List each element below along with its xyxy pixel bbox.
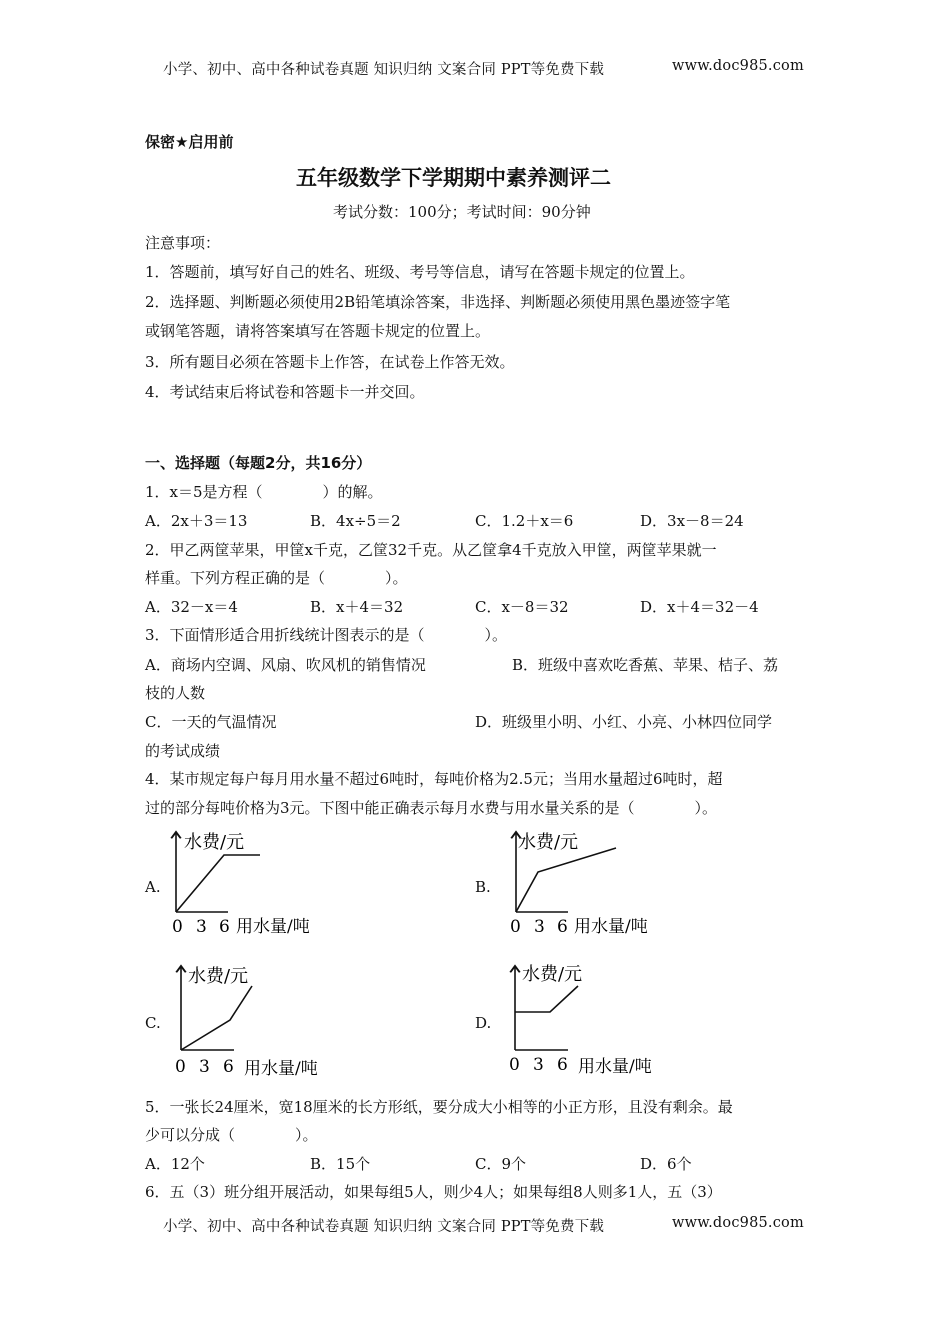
graph-a-tick-0: 0 (172, 917, 183, 937)
question-1-stem: 1．x＝5是方程（ ）的解。 (145, 483, 383, 501)
question-4-stem: 4．某市规定每户每月用水量不超过6吨时，每吨价格为2.5元；当用水量超过6吨时，超 (145, 770, 723, 788)
graph-d-ylabel: 水费/元 (522, 964, 583, 985)
q5-option-a: A．12个 (145, 1155, 205, 1173)
graph-b-tick-6: 6 (557, 917, 568, 937)
question-6-stem: 6．五（3）班分组开展活动，如果每组5人，则少4人；如果每组8人则多1人，五（3） (145, 1183, 722, 1201)
q4-option-b-label: B. (475, 878, 491, 896)
question-3-stem: 3．下面情形适合用折线统计图表示的是（ ）。 (145, 626, 508, 644)
graph-b (508, 826, 678, 944)
question-4-stem-cont: 过的部分每吨价格为3元。下图中能正确表示每月水费与用水量关系的是（ ）。 (145, 799, 718, 817)
footer-banner (163, 1215, 604, 1236)
header-banner (163, 58, 604, 79)
notice-item: 或钢笔答题，请将答案填写在答题卡规定的位置上。 (145, 322, 491, 340)
question-2-stem: 2．甲乙两筐苹果，甲筐x千克，乙筐32千克。从乙筐拿4千克放入甲筐，两筐苹果就一 (145, 541, 717, 559)
footer-url[interactable]: www.doc985.com (672, 1215, 804, 1231)
q5-option-c: C．9个 (475, 1155, 527, 1173)
exam-info: 考试分数：100分；考试时间：90分钟 (333, 203, 591, 221)
graph-b-line (516, 848, 616, 912)
q2-option-c: C．x－8＝32 (475, 598, 569, 616)
graph-b-tick-3: 3 (534, 917, 545, 937)
graph-c (172, 960, 352, 1082)
notice-item: 4．考试结束后将试卷和答题卡一并交回。 (145, 383, 425, 401)
section-heading: 一、选择题（每题2分，共16分） (145, 454, 372, 472)
notice-item: 1．答题前，填写好自己的姓名、班级、考号等信息，请写在答题卡规定的位置上。 (145, 263, 695, 281)
graph-c-ylabel: 水费/元 (188, 966, 249, 987)
graph-d-xlabel: 用水量/吨 (578, 1057, 652, 1077)
q5-option-d: D．6个 (640, 1155, 692, 1173)
q3-option-d: D．班级里小明、小红、小亮、小林四位同学 (475, 713, 773, 731)
graph-c-tick-3: 3 (199, 1057, 210, 1077)
question-5-stem-cont: 少可以分成（ ）。 (145, 1126, 318, 1144)
notice-item: 3．所有题目必须在答题卡上作答，在试卷上作答无效。 (145, 353, 515, 371)
graph-b-xlabel: 用水量/吨 (574, 917, 648, 937)
graph-a-tick-6: 6 (219, 917, 230, 937)
notice-heading: 注意事项： (145, 234, 221, 252)
q4-option-c-label: C. (145, 1014, 161, 1032)
graph-c-tick-0: 0 (175, 1057, 186, 1077)
question-5-stem: 5．一张长24厘米，宽18厘米的长方形纸，要分成大小相等的小正方形，且没有剩余。最 (145, 1098, 733, 1116)
graph-a (168, 826, 338, 944)
q1-option-c: C．1.2＋x＝6 (475, 512, 574, 530)
q3-option-d-cont: 的考试成绩 (145, 742, 221, 760)
q2-option-a: A．32－x＝4 (145, 598, 238, 616)
q5-option-b: B．15个 (310, 1155, 371, 1173)
graph-c-tick-6: 6 (223, 1057, 234, 1077)
graph-d-tick-3: 3 (533, 1055, 544, 1075)
q1-option-b: B．4x÷5＝2 (310, 512, 401, 530)
graph-b-tick-0: 0 (510, 917, 521, 937)
banner-text: 小学、初中、高中各种试卷真题 知识归纳 文案合同 PPT等免费下载 (163, 62, 605, 78)
graph-c-xlabel: 用水量/吨 (244, 1059, 318, 1079)
header-url[interactable]: www.doc985.com (672, 58, 804, 74)
graph-a-ylabel: 水费/元 (184, 832, 245, 853)
q1-option-a: A．2x＋3＝13 (145, 512, 248, 530)
graph-d (506, 960, 686, 1082)
page-title: 五年级数学下学期期中素养测评二 (296, 166, 611, 190)
graph-a-xlabel: 用水量/吨 (236, 917, 310, 937)
q2-option-b: B．x＋4＝32 (310, 598, 404, 616)
q4-option-a-label: A. (145, 878, 161, 896)
graph-d-tick-6: 6 (557, 1055, 568, 1075)
q4-option-d-label: D. (475, 1014, 492, 1032)
graph-a-tick-3: 3 (196, 917, 207, 937)
graph-c-line (181, 986, 252, 1050)
q3-option-a: A．商场内空调、风扇、吹风机的销售情况 (145, 656, 426, 674)
q3-option-b-cont: 枝的人数 (145, 684, 206, 702)
footer-banner-text: 小学、初中、高中各种试卷真题 知识归纳 文案合同 PPT等免费下载 (163, 1219, 605, 1235)
graph-d-line (515, 986, 578, 1012)
q1-option-d: D．3x－8＝24 (640, 512, 744, 530)
q2-option-d: D．x＋4＝32－4 (640, 598, 759, 616)
graph-b-ylabel: 水费/元 (518, 832, 579, 853)
confidential-label: 保密★启用前 (145, 133, 234, 151)
graph-d-tick-0: 0 (509, 1055, 520, 1075)
graph-a-line (176, 855, 260, 912)
q3-option-b: B．班级中喜欢吃香蕉、苹果、桔子、荔 (512, 656, 779, 674)
notice-item: 2．选择题、判断题必须使用2B铅笔填涂答案，非选择、判断题必须使用黑色墨迹签字笔 (145, 293, 731, 311)
question-2-stem-cont: 样重。下列方程正确的是（ ）。 (145, 569, 408, 587)
q3-option-c: C．一天的气温情况 (145, 713, 277, 731)
